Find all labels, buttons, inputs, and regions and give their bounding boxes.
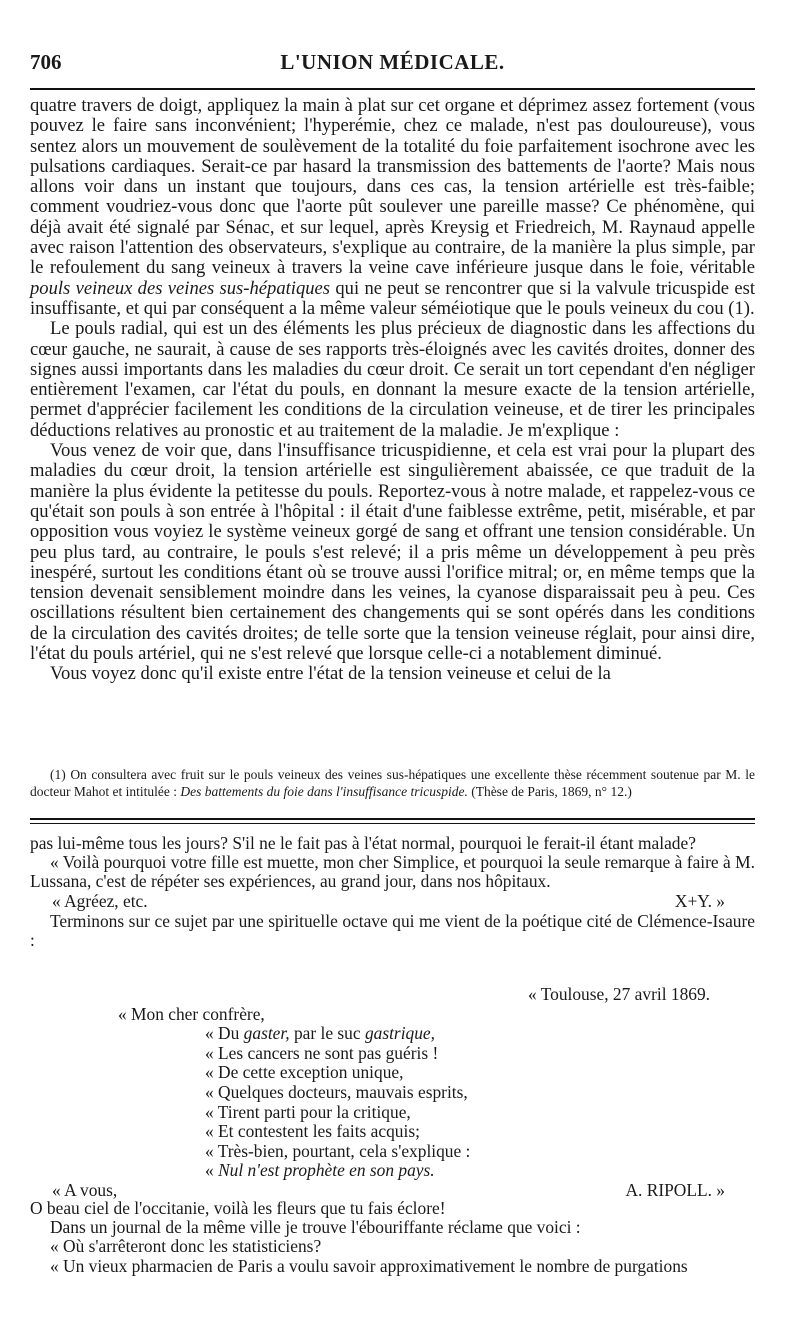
paragraph-2: Le pouls radial, qui est un des éléments les plus précieux de diagnostic dans les affections du cœur gauche, ne saurait, à cause de ses rapports très-éloignés avec les cavités droites, donner des signes aussi importants dans les maladies du cœur droit. Ce serait un tort cependant d'en négliger entièrement l'examen, car l'état du pouls, en donnant la mesure exacte de la tension artérielle, permet d'apprécier facilement les conditions de la circulation veineuse, et de tirer les principales déductions relatives au pronostic et au traitement de la maladie. Je m'explique : [30, 318, 755, 441]
feuilleton-line-4: Dans un journal de la même ville je trouve l'ébouriffante réclame que voici : [50, 1217, 581, 1238]
article-body [30, 96, 755, 685]
page-number: 706 [30, 50, 62, 74]
feuilleton-line-3: O beau ciel de l'occitanie, voilà les fleurs que tu fais éclore! [30, 1198, 446, 1218]
page-header [30, 50, 755, 80]
feuilleton-text [30, 834, 755, 950]
running-title: L'UNION MÉDICALE. [280, 50, 505, 74]
signature-xy: X+Y. » [674, 890, 725, 911]
feuilleton-rule-bottom [30, 823, 755, 824]
poem-verse-4: « Quelques docteurs, mauvais esprits, [205, 1081, 468, 1102]
feuilleton-closing [30, 1199, 755, 1276]
feuilleton-rule-top [30, 818, 755, 820]
poem-letter [30, 985, 755, 1201]
poem-verse-7: « Très-bien, pourtant, cela s'explique : [205, 1140, 471, 1161]
paragraph-3: Vous venez de voir que, dans l'insuffisance tricuspidienne, et cela est vrai pour la plupart des maladies du cœur droit, la tension artérielle est singulièrement abaissée, ce que traduit de la manière la plus évidente la petitesse du pouls. Reportez-vous à notre malade, et rappelez-vous ce qu'était son pouls à son entrée à l'hôpital : il était d'une faiblesse extrême, petit, misérable, et par opposition vous voyiez le système veineux gorgé de sang et offrant une tension considérable. Un peu plus tard, au contraire, le pouls s'est relevé; il a pris même un développement à peu près inespéré, surtout les conditions étant où se trouve aussi l'orifice mitral; or, en même temps que la tension devenait sensiblement moindre dans les veines, la cyanose disparaissait peu à peu. Ces oscillations résultent bien certainement des changements qui se sont opérés dans les conditions de la circulation des cavités droites; de telle sorte que la tension veineuse réglait, pour ainsi dire, l'état du pouls artériel, qui ne s'est relevé que lorsque celle-ci a notablement diminué. [30, 440, 755, 665]
signature-row-1 [30, 892, 755, 912]
salutation: « Mon cher confrère, [118, 1003, 265, 1024]
feuilleton-line-6: « Un vieux pharmacien de Paris a voulu savoir approximativement le nombre de purgations [50, 1255, 688, 1276]
closing-avous: « A vous, [52, 1179, 118, 1200]
signature-ripoll: A. RIPOLL. » [625, 1179, 725, 1200]
poem-verse-8: « Nul n'est prophète en son pays. [205, 1160, 435, 1181]
emphasis-pouls-veineux: pouls veineux des veines sus-hépatiques [30, 277, 331, 299]
header-rule [30, 88, 755, 90]
feuilleton-line-5: « Où s'arrêteront donc les statisticiens? [50, 1236, 322, 1257]
poem-verse-5: « Tirent parti pour la critique, [205, 1101, 411, 1122]
closing-salutation: « Agréez, etc. [52, 890, 148, 911]
paragraph-4: Vous voyez donc qu'il existe entre l'état de la tension veineuse et celui de la [50, 663, 611, 685]
paragraph-1: quatre travers de doigt, appliquez la main à plat sur cet organe et déprimez assez fortement (vous pouvez le faire sans inconvénient; l'hyperémie, chez ce malade, n'est pas douloureuse), vous sentez alors un mouvement de soulèvement de la totalité du foie parfaitement isochrone avec les pulsations cardiaques. Serait-ce par hasard la transmission des battements de l'aorte? Mais nous allons voir dans un instant que toujours, dans ces cas, la tension artérielle est très-faible; comment voudriez-vous donc que l'aorte pût soulever une pareille masse? Ce phénomène, qui déjà avait été signalé par Sénac, et sur lequel, après Kreysig et Friedreich, M. Raynaud appelle avec raison l'attention des observateurs, s'explique au contraire, de la manière la plus simple, par le refoulement du sang veineux à travers la veine cave inférieure jusque dans le foie, véritable pouls veineux des veines sus-hépatiques qui ne peut se rencontrer que si la valvule tricuspide est insuffisante, et qui par conséquent a la même valeur séméiotique que le pouls veineux du cou (1). [30, 95, 756, 319]
poem-verse-3: « De cette exception unique, [205, 1062, 404, 1083]
footnote: (1) On consultera avec fruit sur le pouls veineux des veines sus-hépatiques une excellente thèse récemment soutenue par M. le docteur Mahot et intitulée : Des battements du foie dans l'insuffisance tricuspide. (Thèse de Paris, 1869, n° 12.) [30, 767, 755, 799]
feuilleton-line-2: « Voilà pourquoi votre fille est muette, mon cher Simplice, et pourquoi la seule remarque à faire à M. Lussana, c'est de répéter ses expériences, au grand jour, dans nos hôpitaux. [30, 852, 755, 892]
dateline: « Toulouse, 27 avril 1869. [527, 984, 710, 1004]
poem-verse-6: « Et contestent les faits acquis; [205, 1121, 420, 1142]
poem-verse-1: « Du gaster, par le suc gastrique, [205, 1023, 435, 1044]
feuilleton-line-1: pas lui-même tous les jours? S'il ne le fait pas à l'état normal, pourquoi le ferait-il étant malade? [30, 833, 696, 853]
poem-verse-2: « Les cancers ne sont pas guéris ! [205, 1042, 439, 1063]
footnote-title: Des battements du foie dans l'insuffisance tricuspide. [180, 783, 468, 799]
feuilleton-terminons: Terminons sur ce sujet par une spirituelle octave qui me vient de la poétique cité de Clémence-Isaure : [30, 910, 755, 950]
